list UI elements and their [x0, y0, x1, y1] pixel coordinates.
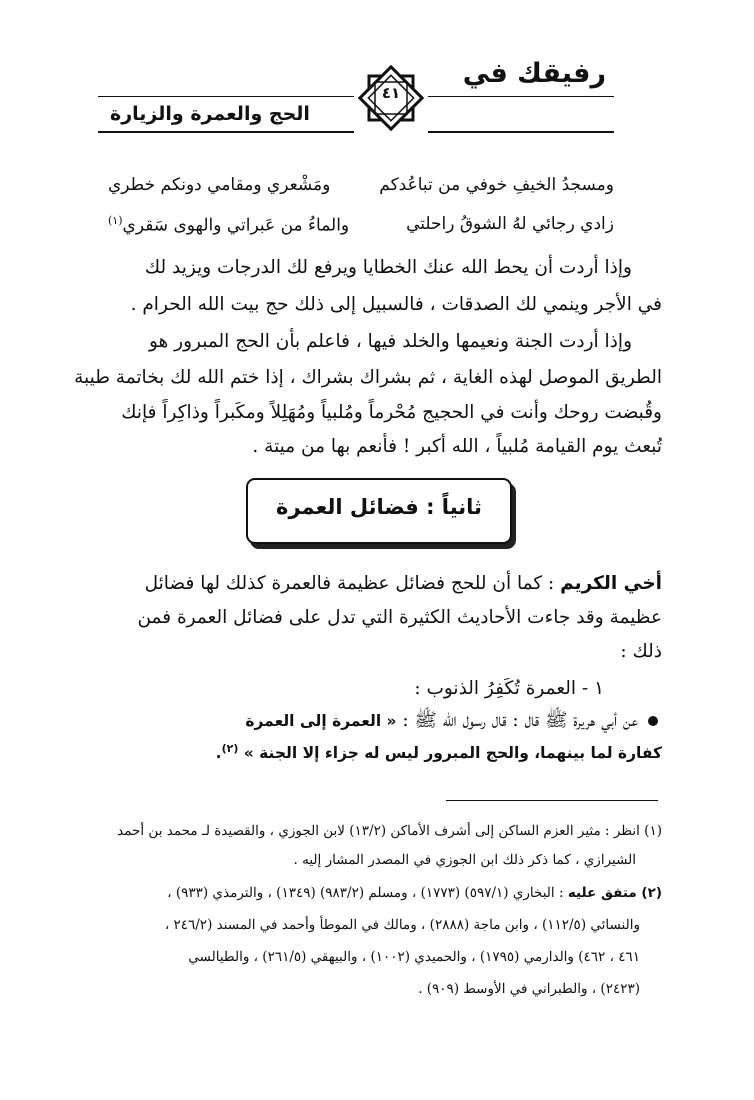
- hadith-end: .: [215, 744, 222, 763]
- list-item-heading: ١ - العمرة تُكَفِرُ الذنوب :: [414, 678, 604, 699]
- paragraph-line: في الأجر وينمي لك الصدقات ، فالسبيل إلى ذلك حج بيت الله الحرام .: [130, 294, 662, 315]
- footnote-line: [167, 885, 662, 901]
- hadith-text: « العمرة إلى العمرة: [245, 712, 397, 730]
- footnote-line: الشيرازي ، كما ذكر ذلك ابن الجوزي في المصدر المشار إليه .: [293, 852, 636, 868]
- footnote-ref-2: (٢): [221, 742, 239, 755]
- footnote-line: (٢٤٢٣) ، والطبراني في الأوسط (٩٠٩) .: [418, 981, 640, 997]
- paragraph-line: تُبعث يوم القيامة مُلبياً ، الله أكبر ! فأنعم بها من ميتة .: [252, 436, 662, 457]
- body-line: ذلك :: [620, 641, 662, 662]
- poem-verse-2-right: زادي رجائي لهُ الشوقُ راحلتي: [406, 214, 614, 234]
- footnote-line: والنسائي (١١٢/٥) ، وابن ماجة (٢٨٨٨) ، ومالك في الموطأ وأحمد في المسند (٢٤٦/٢ ،: [164, 917, 640, 933]
- poem-verse-2-left-text: والماءُ من عَبراتي والهوى سَقري: [122, 215, 350, 236]
- hadith-intro: عن أبي هريرة ﷺ قال : قال رسول الله ﷺ :: [396, 710, 638, 731]
- page-number: ٤١: [381, 84, 401, 102]
- hadith-line: [216, 742, 662, 762]
- bullet-icon: [648, 716, 658, 726]
- running-section-title: الحج والعمرة والزيارة: [110, 103, 310, 125]
- body-line: [145, 573, 662, 594]
- poem-verse-1-right: ومسجدُ الخيفِ خوفي من تباعُدكم: [379, 175, 614, 195]
- body-text: : كما أن للحج فضائل عظيمة فالعمرة كذلك لها فضائل: [144, 573, 561, 594]
- paragraph-line: وإذا أردت الجنة ونعيمها والخلد فيها ، فاعلم بأن الحج المبرور هو: [148, 331, 632, 352]
- book-title: رفيقك في: [462, 58, 606, 89]
- page-number-badge: [354, 62, 428, 134]
- section-heading: ثانياً : فضائل العمرة: [276, 495, 482, 519]
- footnote-separator: [446, 800, 658, 801]
- poem-verse-2-left: [108, 214, 349, 236]
- paragraph-line: وإذا أردت أن يحط الله عنك الخطايا ويرفع لك الدرجات ويزيد لك: [144, 257, 632, 278]
- footnote-ref-1: (١): [108, 214, 123, 227]
- address-lead: أخي الكريم: [560, 573, 662, 594]
- footnote-text: : البخاري (٥٩٧/١) (١٧٧٣) ، ومسلم (٩٨٣/٢) (١٣٤٩) ، والترمذي (٩٣٣) ،: [167, 885, 568, 901]
- section-heading-box: [246, 478, 512, 544]
- body-line: عظيمة وقد جاءت الأحاديث الكثيرة التي تدل على فضائل العمرة فمن: [137, 607, 662, 628]
- footnote-line: (١) انظر : مثير العزم الساكن إلى أشرف الأماكن (١٣/٢) لابن الجوزي ، والقصيدة لـ محمد بن أحمد: [117, 823, 662, 839]
- paragraph-line: الطريق الموصل لهذه الغاية ، ثم بشراك بشراك ، إذا ختم الله لك بخاتمة طيبة: [74, 367, 662, 388]
- paragraph-line: وقُبضت روحك وأنت في الحجيج مُحْرماً ومُلبياً ومُهَلِلاً ومكَبراً وذاكِراً فإنك: [121, 402, 662, 423]
- footnote-lead: (٢) متفق عليه: [567, 885, 662, 901]
- hadith-line: [245, 710, 638, 736]
- hadith-text: كفارة لما بينهما، والحج المبرور ليس له جزاء إلا الجنة »: [238, 744, 662, 763]
- footnote-line: ٤٦١ ، ٤٦٢) والدارمي (١٧٩٥) ، والحميدي (١٠٠٢) ، والبيهقي (٢٦١/٥) ، والطيالسي: [188, 949, 640, 965]
- poem-verse-1-left: ومَشْعري ومقامي دونكم خطري: [108, 175, 331, 195]
